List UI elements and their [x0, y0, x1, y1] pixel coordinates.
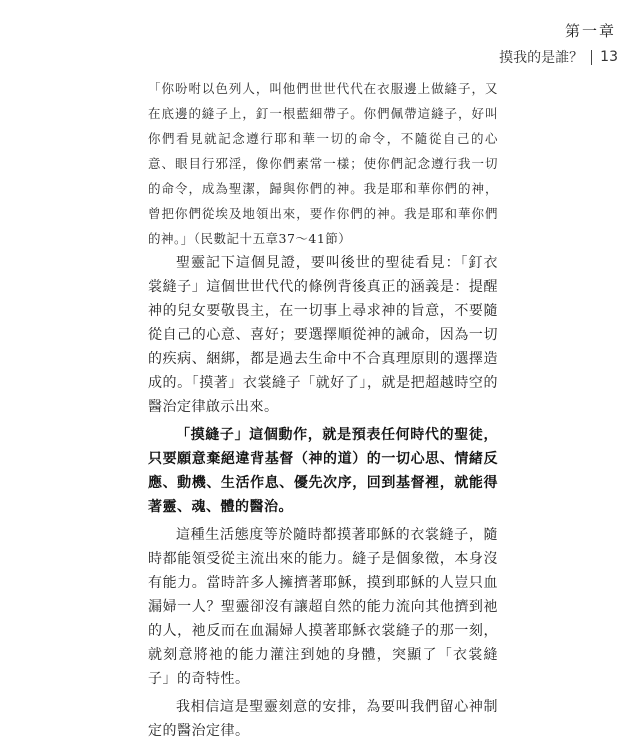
paragraph-4: 我相信這是聖靈刻意的安排，為要叫我們留心神制定的醫治定律。: [148, 699, 498, 739]
page-number: 13: [600, 49, 618, 65]
paragraph-3: 這種生活態度等於隨時都摸著耶穌的衣裳縫子，隨時都能領受從主流出來的能力。縫子是個象徵，本身沒有能力。當時許多人擁擠著耶穌，摸到耶穌的人豈只血漏婦一人？聖靈卻沒有讓超自然的能力流向其他擠到祂的人，祂反而在血漏婦人摸著耶穌衣裳縫子的那一刻，就刻意將祂的能力灌注到她的身體，突顯了「衣裳縫子」的奇特性。: [148, 527, 498, 687]
section-title: 摸我的是誰？: [499, 50, 584, 66]
header-subtitle-row: [499, 47, 618, 67]
header-divider: [591, 50, 592, 65]
page-body: [148, 76, 498, 743]
scripture-quote: 「你吩咐以色列人，叫他們世世代代在衣服邊上做縫子，又在底邊的縫子上，釘一根藍細帶子。你們佩帶這縫子，好叫你們看見就記念遵行耶和華一切的命令，不隨從自己的心意、眼目行邪淫，像你們素常一樣；使你們記念遵行我一切的命令，成為聖潔，歸與你們的神。我是耶和華你們的神，曾把你們從埃及地領出來，要作你們的神。我是耶和華你們的神。」（民數記十五章37～41節）: [148, 81, 498, 246]
paragraph-2-emphasis: 「摸縫子」這個動作，就是預表任何時代的聖徒，只要願意棄絕違背基督（神的道）的一切心思、情緒反應、動機、生活作息、優先次序，回到基督裡，就能得著靈、魂、體的醫治。: [148, 427, 498, 515]
paragraph-1: 聖靈記下這個見證，要叫後世的聖徒看見：「釘衣裳縫子」這個世世代代的條例背後真正的涵義是：提醒神的兒女要敬畏主，在一切事上尋求神的旨意，不要隨從自己的心意、喜好；要選擇順從神的誡命，因為一切的疾病、綑綁，都是過去生命中不合真理原則的選擇造成的。「摸著」衣裳縫子「就好了」，就是把超越時空的醫治定律啟示出來。: [148, 255, 498, 415]
running-header: [499, 20, 618, 67]
chapter-title: 第一章: [564, 22, 616, 40]
